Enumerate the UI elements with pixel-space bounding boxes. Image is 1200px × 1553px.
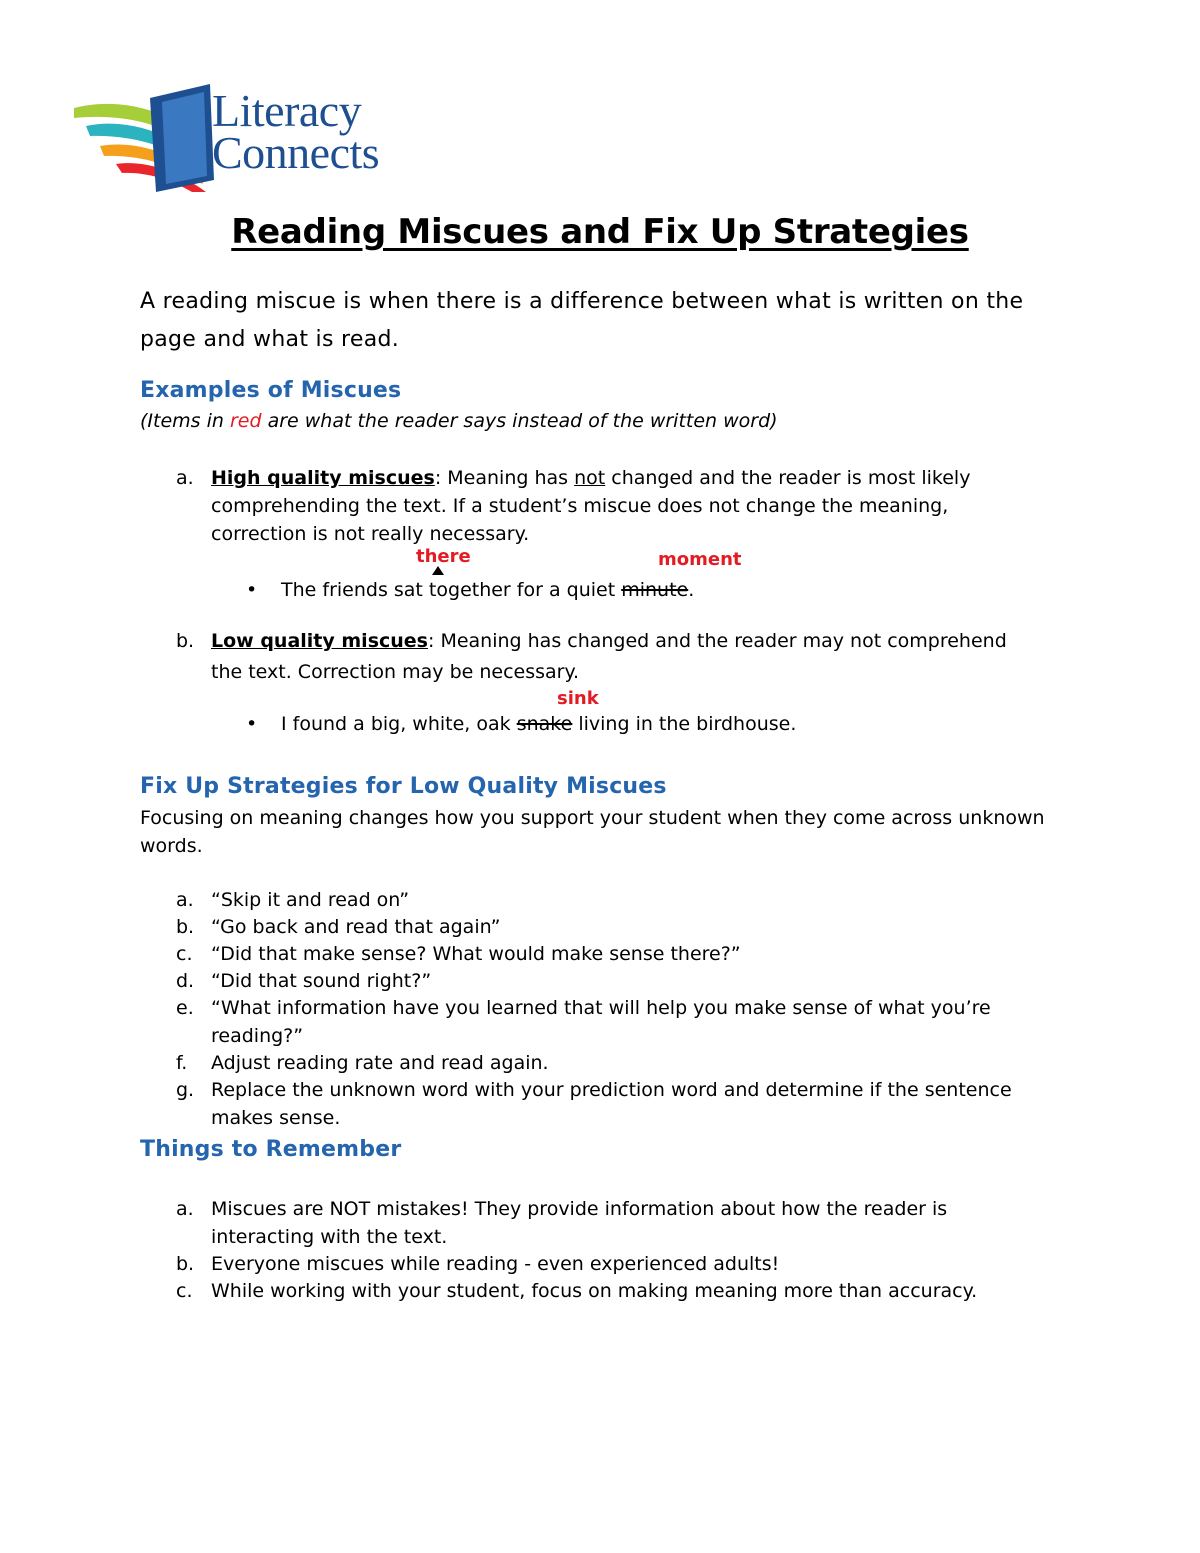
ex-post: . xyxy=(688,579,695,601)
note-post: are what the reader says instead of the written word) xyxy=(261,410,778,432)
logo-line-1: Literacy xyxy=(212,85,362,136)
remember-heading: Things to Remember xyxy=(140,1137,402,1162)
ex-post: living in the birdhouse. xyxy=(572,713,797,735)
list-label: e. xyxy=(176,997,194,1019)
list-label: b. xyxy=(176,630,195,652)
low-quality-text xyxy=(211,626,1041,688)
page-title: Reading Miscues and Fix Up Strategies xyxy=(231,212,969,252)
list-label: b. xyxy=(176,1253,195,1275)
low-quality-term: Low quality miscues xyxy=(211,630,428,652)
high-text-post: changed and the reader is most likely comprehending the text. If a student’s miscue does not change the meaning, correction is not really necessary. xyxy=(211,467,971,545)
list-label: g. xyxy=(176,1079,195,1101)
list-label: c. xyxy=(176,943,193,965)
examples-heading: Examples of Miscues xyxy=(140,378,402,403)
list-label: c. xyxy=(176,1280,193,1302)
low-example-text xyxy=(281,710,796,738)
list-label: a. xyxy=(176,467,194,489)
list-label: a. xyxy=(176,1198,194,1220)
list-text: “Did that sound right?” xyxy=(211,970,432,992)
list-text: “What information have you learned that will help you make sense of what you’re reading?” xyxy=(211,997,991,1047)
examples-note xyxy=(140,410,778,432)
list-text: “Skip it and read on” xyxy=(211,889,410,911)
high-quality-term: High quality miscues xyxy=(211,467,435,489)
miscue-word-sink: sink xyxy=(557,688,599,709)
literacy-connects-logo xyxy=(72,80,392,195)
fixup-intro: Focusing on meaning changes how you support your student when they come across unknown words. xyxy=(140,807,1045,857)
ex-mid: together for a quiet xyxy=(422,579,622,601)
book-swoosh-icon xyxy=(72,80,222,195)
miscue-word-moment: moment xyxy=(658,549,742,570)
list-label: b. xyxy=(176,916,195,938)
list-text: “Go back and read that again” xyxy=(211,916,501,938)
intro-paragraph: A reading miscue is when there is a difference between what is written on the page and what is read. xyxy=(140,289,1024,352)
note-red-word: red xyxy=(229,410,262,432)
list-text: Adjust reading rate and read again. xyxy=(211,1052,549,1074)
fixup-heading: Fix Up Strategies for Low Quality Miscues xyxy=(140,774,667,799)
ex-struck-word: minute xyxy=(621,579,689,601)
low-text: : Meaning has changed and the reader may not comprehend the text. Correction may be necessary. xyxy=(211,630,1007,683)
list-label: a. xyxy=(176,889,194,911)
high-quality-text xyxy=(211,464,1041,548)
list-label: f. xyxy=(176,1052,188,1074)
list-label: d. xyxy=(176,970,195,992)
ex-pre: I found a big, white, oak xyxy=(281,713,517,735)
bullet-icon: • xyxy=(246,713,258,735)
list-text: Miscues are NOT mistakes! They provide information about how the reader is interacting with the text. xyxy=(211,1198,948,1248)
bullet-icon: • xyxy=(246,579,258,601)
high-text-pre: : Meaning has xyxy=(434,467,575,489)
list-text: While working with your student, focus on making meaning more than accuracy. xyxy=(211,1280,978,1302)
list-text: “Did that make sense? What would make sense there?” xyxy=(211,943,741,965)
ex-pre: The friends sat xyxy=(281,579,423,601)
ex-struck-word: snake xyxy=(516,713,573,735)
logo-line-2: Connects xyxy=(212,127,380,178)
list-text: Everyone miscues while reading - even experienced adults! xyxy=(211,1253,780,1275)
note-pre: (Items in xyxy=(140,410,230,432)
high-example-text xyxy=(281,576,694,604)
insertion-caret-icon xyxy=(432,566,444,575)
high-text-not: not xyxy=(574,467,606,489)
list-text: Replace the unknown word with your prediction word and determine if the sentence makes sense. xyxy=(211,1079,1012,1129)
miscue-word-there: there xyxy=(416,546,471,567)
